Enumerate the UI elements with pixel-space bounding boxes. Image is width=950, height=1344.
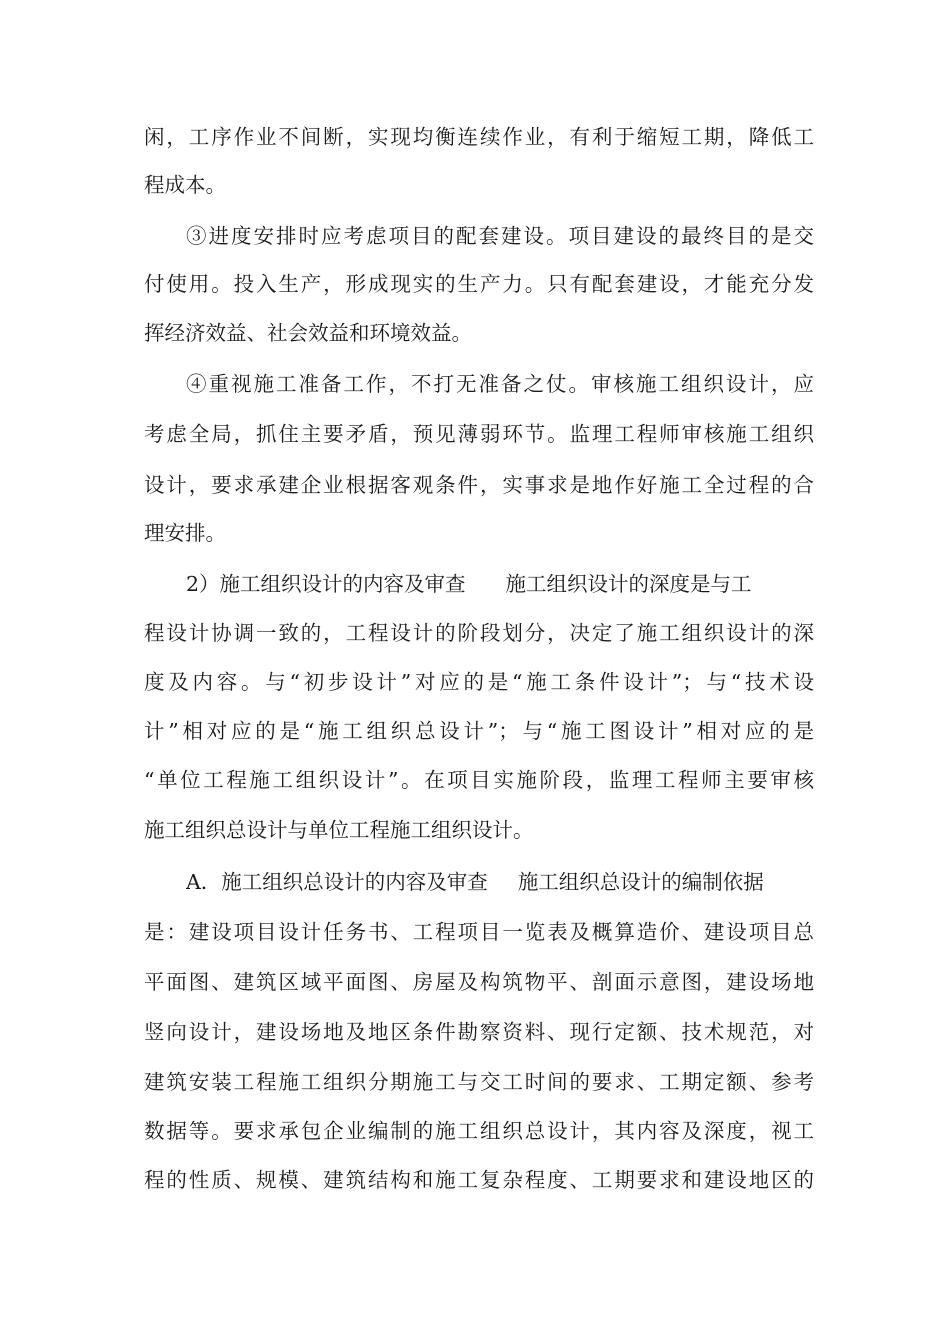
text-line xyxy=(186,858,814,906)
text-line: 付使用。投入生产，形成现实的生产力。只有配套建设，才能充分发 xyxy=(144,272,814,296)
section-heading: A．施工组织总设计的内容及审查 xyxy=(186,870,488,894)
text-line: 挥经济效益、社会效益和环境效益。 xyxy=(144,321,472,345)
text-line: 数据等。要求承包企业编制的施工组织总设计，其内容及深度，视工 xyxy=(144,1119,814,1143)
text-line: 度及内容。与“初步设计”对应的是“施工条件设计”；与“技术设 xyxy=(144,670,814,694)
text-line: 平面图、建筑区域平面图、房屋及构筑物平、剖面示意图，建设场地 xyxy=(144,970,814,994)
text-line: 施工组织总设计与单位工程施工组织设计。 xyxy=(144,818,534,842)
text-line: 闲，工序作业不间断，实现均衡连续作业，有利于缩短工期，降低工 xyxy=(144,125,814,149)
text-line: 程设计协调一致的，工程设计的阶段划分，决定了施工组织设计的深 xyxy=(144,621,814,645)
text-line: 计”相对应的是“施工组织总设计”；与“施工图设计”相对应的是 xyxy=(144,719,814,743)
text-line: 建筑安装工程施工组织分期施工与交工时间的要求、工期定额、参考 xyxy=(144,1070,814,1094)
text-line: 设计，要求承建企业根据客观条件，实事求是地作好施工全过程的合 xyxy=(144,473,814,497)
text-segment: 施工组织设计的深度是与工 xyxy=(505,572,752,596)
text-line: 程的性质、规模、建筑结构和施工复杂程度、工期要求和建设地区的 xyxy=(144,1168,814,1192)
text-line: 考虑全局，抓住主要矛盾，预见薄弱环节。监理工程师审核施工组织 xyxy=(144,422,814,446)
text-line xyxy=(186,560,814,608)
text-segment: 施工组织总设计的编制依据 xyxy=(517,870,764,894)
section-heading: 2）施工组织设计的内容及审查 xyxy=(186,572,466,596)
text-line: 竖向设计，建设场地及地区条件勘察资料、现行定额、技术规范，对 xyxy=(144,1020,814,1044)
text-line: 程成本。 xyxy=(144,173,226,197)
text-line: 理安排。 xyxy=(144,521,226,545)
text-line: ④重视施工准备工作，不打无准备之仗。审核施工组织设计，应 xyxy=(186,372,814,396)
text-line: ③进度安排时应考虑项目的配套建设。项目建设的最终目的是交 xyxy=(186,224,814,248)
text-line: “单位工程施工组织设计”。在项目实施阶段，监理工程师主要审核 xyxy=(144,768,814,792)
text-line: 是：建设项目设计任务书、工程项目一览表及概算造价、建设项目总 xyxy=(144,920,814,944)
